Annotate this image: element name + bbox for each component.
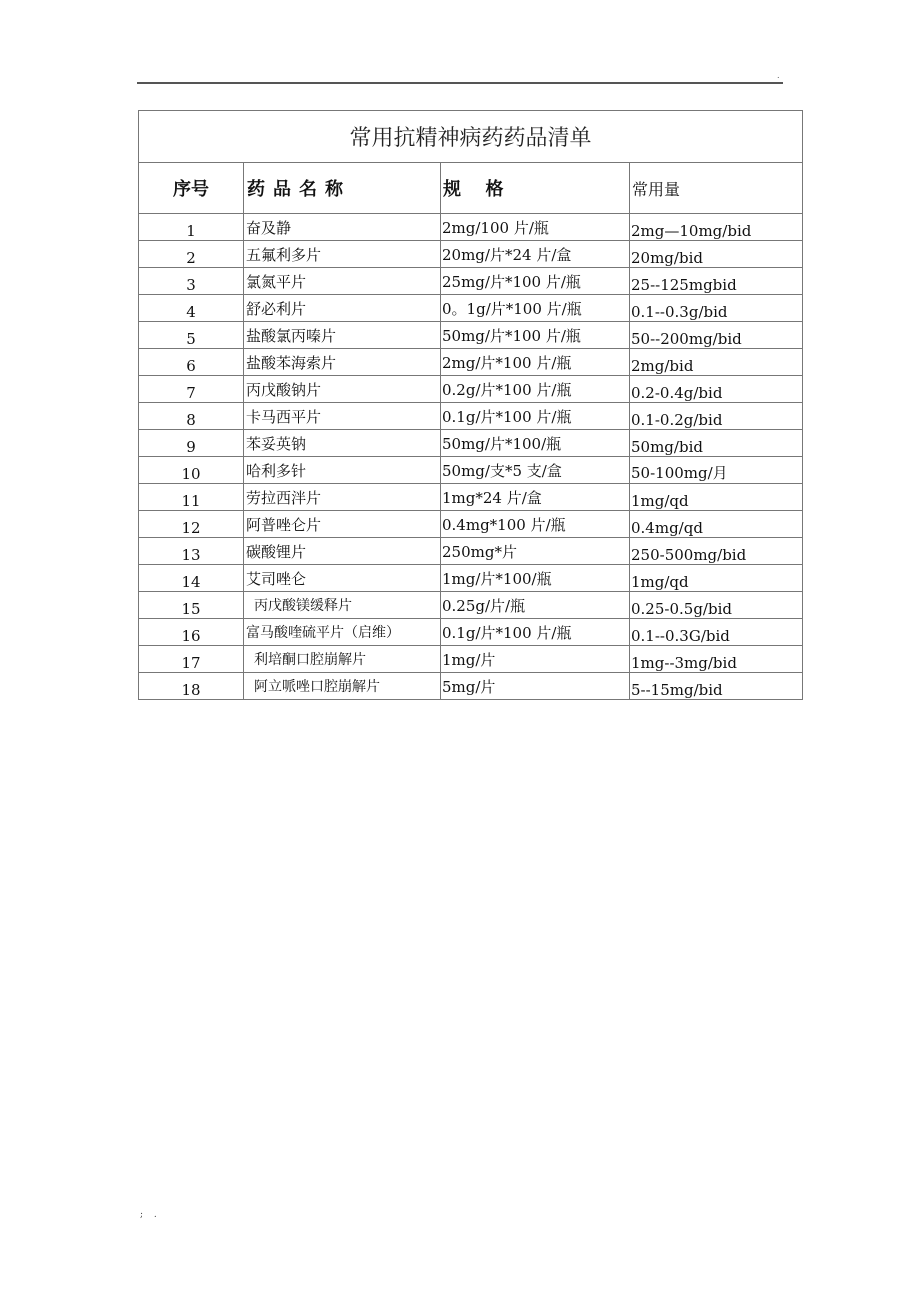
row-specification: 0.4mg*100 片/瓶: [441, 511, 630, 538]
row-number: 1: [139, 214, 244, 241]
row-specification: 50mg/支*5 支/盒: [441, 457, 630, 484]
row-number: 2: [139, 241, 244, 268]
row-number: 15: [139, 592, 244, 619]
row-number: 4: [139, 295, 244, 322]
row-dosage: 50mg/bid: [630, 430, 803, 457]
header-number: 序号: [139, 163, 244, 214]
row-dosage: 0.4mg/qd: [630, 511, 803, 538]
row-drug-name: 劳拉西泮片: [244, 484, 441, 511]
row-dosage: 0.1--0.3G/bid: [630, 619, 803, 646]
row-dosage: 1mg--3mg/bid: [630, 646, 803, 673]
row-drug-name: 苯妥英钠: [244, 430, 441, 457]
row-number: 8: [139, 403, 244, 430]
row-specification: 0.1g/片*100 片/瓶: [441, 403, 630, 430]
row-number: 3: [139, 268, 244, 295]
row-specification: 2mg/100 片/瓶: [441, 214, 630, 241]
row-specification: 2mg/片*100 片/瓶: [441, 349, 630, 376]
row-drug-name: 丙戊酸钠片: [244, 376, 441, 403]
row-specification: 25mg/片*100 片/瓶: [441, 268, 630, 295]
row-specification: 50mg/片*100/瓶: [441, 430, 630, 457]
drug-list-table: [138, 110, 803, 700]
table-row: [139, 619, 803, 646]
header-specification-label: 规 格: [443, 179, 508, 200]
row-drug-name: 利培酮口腔崩解片: [244, 646, 441, 673]
header-specification: [441, 163, 630, 214]
row-dosage: 50--200mg/bid: [630, 322, 803, 349]
row-specification: 0.2g/片*100 片/瓶: [441, 376, 630, 403]
table-title-row: [139, 111, 803, 163]
row-drug-name: 盐酸苯海索片: [244, 349, 441, 376]
row-dosage: 0.1-0.2g/bid: [630, 403, 803, 430]
table-row: [139, 241, 803, 268]
row-drug-name: 盐酸氯丙嗪片: [244, 322, 441, 349]
row-specification: 20mg/片*24 片/盒: [441, 241, 630, 268]
table-row: [139, 214, 803, 241]
row-dosage: 0.25-0.5g/bid: [630, 592, 803, 619]
row-dosage: 50-100mg/月: [630, 457, 803, 484]
row-dosage: 0.2-0.4g/bid: [630, 376, 803, 403]
table-row: [139, 322, 803, 349]
row-number: 11: [139, 484, 244, 511]
row-dosage: 20mg/bid: [630, 241, 803, 268]
table-row: [139, 268, 803, 295]
table-row: [139, 565, 803, 592]
row-specification: 0.1g/片*100 片/瓶: [441, 619, 630, 646]
row-dosage: 0.1--0.3g/bid: [630, 295, 803, 322]
row-specification: 0。1g/片*100 片/瓶: [441, 295, 630, 322]
row-dosage: 25--125mgbid: [630, 268, 803, 295]
table-body: [139, 214, 803, 700]
header-drug-name: 药品名称: [244, 163, 441, 214]
row-dosage: 250-500mg/bid: [630, 538, 803, 565]
row-drug-name: 艾司唑仑: [244, 565, 441, 592]
table-row: [139, 430, 803, 457]
row-specification: 0.25g/片/瓶: [441, 592, 630, 619]
table-row: [139, 376, 803, 403]
row-drug-name: 阿普唑仑片: [244, 511, 441, 538]
row-number: 10: [139, 457, 244, 484]
page-footer-mark: ; .: [140, 1210, 161, 1220]
row-number: 6: [139, 349, 244, 376]
row-number: 14: [139, 565, 244, 592]
row-dosage: 2mg—10mg/bid: [630, 214, 803, 241]
header-dosage: 常用量: [630, 163, 803, 214]
row-number: 16: [139, 619, 244, 646]
table-row: [139, 403, 803, 430]
row-specification: 1mg/片*100/瓶: [441, 565, 630, 592]
row-number: 18: [139, 673, 244, 700]
table-row: [139, 511, 803, 538]
table-row: [139, 646, 803, 673]
page-header-mark: .: [777, 71, 780, 80]
row-drug-name: 碳酸锂片: [244, 538, 441, 565]
row-drug-name: 哈利多针: [244, 457, 441, 484]
row-number: 7: [139, 376, 244, 403]
row-dosage: 1mg/qd: [630, 484, 803, 511]
table-title: 常用抗精神病药药品清单: [139, 111, 803, 163]
table-header-row: [139, 163, 803, 214]
row-number: 12: [139, 511, 244, 538]
table-row: [139, 538, 803, 565]
table-row: [139, 484, 803, 511]
row-specification: 1mg*24 片/盒: [441, 484, 630, 511]
table-row: [139, 457, 803, 484]
row-drug-name: 五氟利多片: [244, 241, 441, 268]
row-number: 13: [139, 538, 244, 565]
row-drug-name: 丙戊酸镁缓释片: [244, 592, 441, 619]
row-drug-name: 舒必利片: [244, 295, 441, 322]
table-row: [139, 673, 803, 700]
page-header-rule: [137, 82, 783, 84]
table-row: [139, 295, 803, 322]
table-row: [139, 349, 803, 376]
row-specification: 5mg/片: [441, 673, 630, 700]
row-dosage: 1mg/qd: [630, 565, 803, 592]
row-drug-name: 氯氮平片: [244, 268, 441, 295]
row-drug-name: 富马酸喹硫平片（启维）: [244, 619, 441, 646]
row-drug-name: 卡马西平片: [244, 403, 441, 430]
row-drug-name: 阿立哌唑口腔崩解片: [244, 673, 441, 700]
row-dosage: 2mg/bid: [630, 349, 803, 376]
row-specification: 50mg/片*100 片/瓶: [441, 322, 630, 349]
row-number: 9: [139, 430, 244, 457]
row-number: 5: [139, 322, 244, 349]
row-drug-name: 奋及静: [244, 214, 441, 241]
table-row: [139, 592, 803, 619]
row-dosage: 5--15mg/bid: [630, 673, 803, 700]
row-number: 17: [139, 646, 244, 673]
row-specification: 1mg/片: [441, 646, 630, 673]
row-specification: 250mg*片: [441, 538, 630, 565]
